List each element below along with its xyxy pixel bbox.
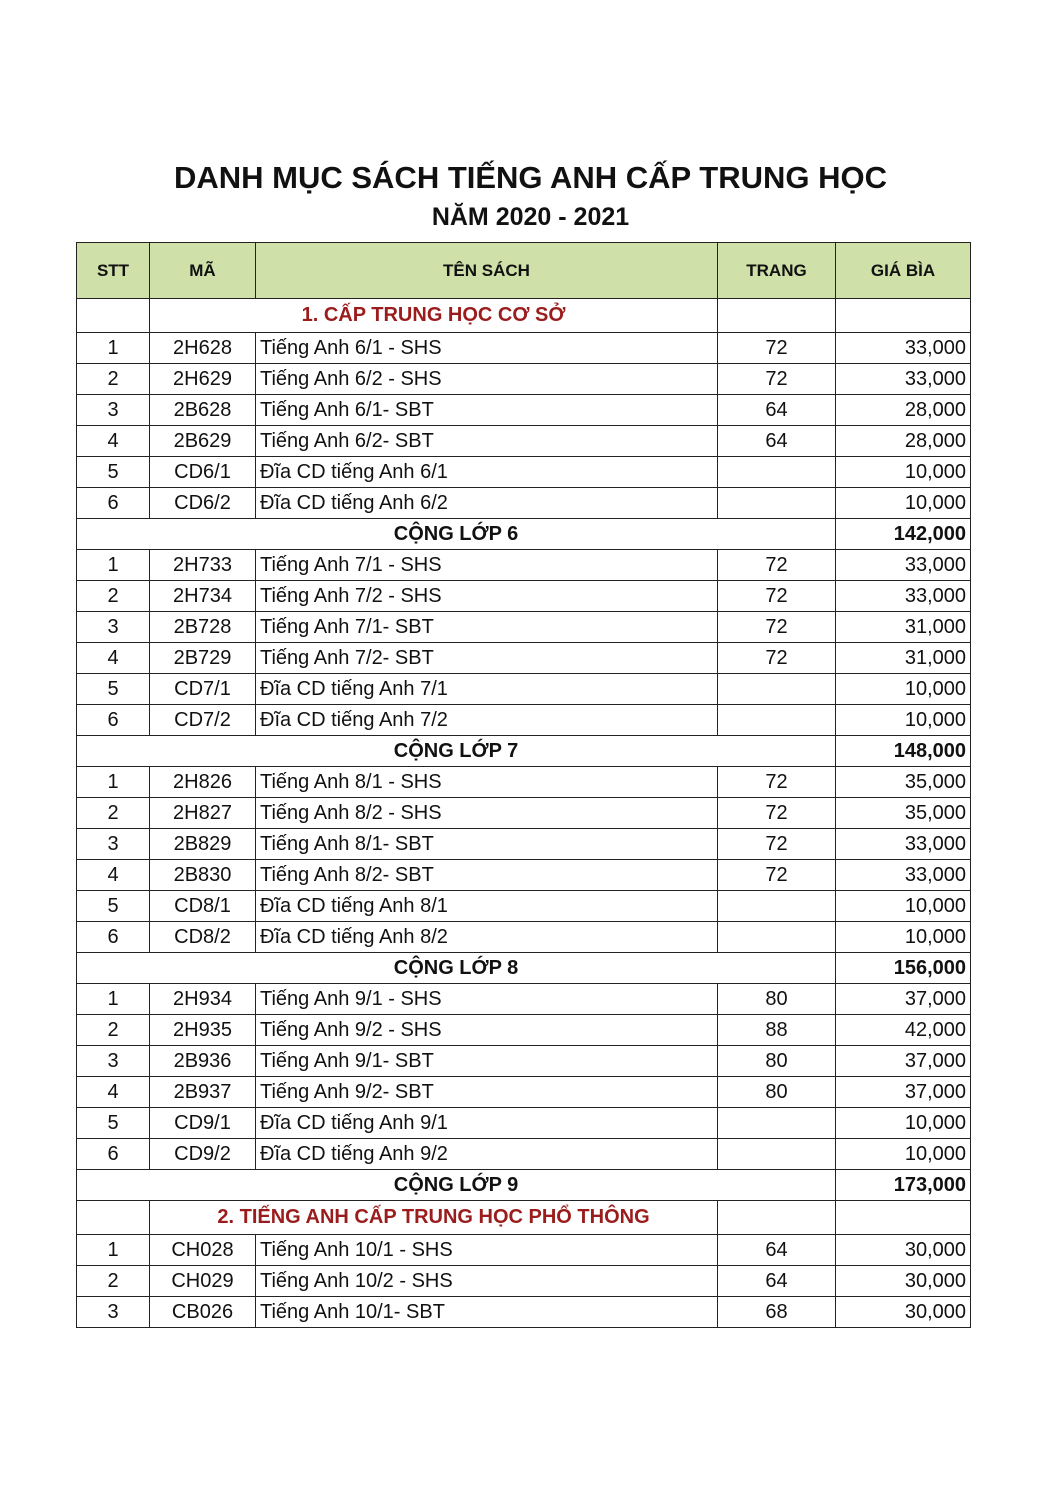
cell-stt: 6 bbox=[77, 705, 150, 736]
table-row bbox=[77, 364, 971, 395]
table-row bbox=[77, 1139, 971, 1170]
cell-stt: 1 bbox=[77, 550, 150, 581]
cell-trang bbox=[718, 1108, 836, 1139]
table-row bbox=[77, 705, 971, 736]
cell-ten-sach: Đĩa CD tiếng Anh 8/2 bbox=[256, 922, 718, 953]
cell-stt: 3 bbox=[77, 395, 150, 426]
section-title: 2. TIẾNG ANH CẤP TRUNG HỌC PHỔ THÔNG bbox=[150, 1201, 718, 1235]
cell-ten-sach: Tiếng Anh 8/1- SBT bbox=[256, 829, 718, 860]
cell-ma: CD9/2 bbox=[150, 1139, 256, 1170]
cell-ma: 2H734 bbox=[150, 581, 256, 612]
cell-ten-sach: Tiếng Anh 8/1 - SHS bbox=[256, 767, 718, 798]
empty-cell bbox=[836, 299, 971, 333]
empty-cell bbox=[718, 1201, 836, 1235]
cell-stt: 5 bbox=[77, 674, 150, 705]
cell-gia-bia: 35,000 bbox=[836, 767, 971, 798]
cell-ma: 2B936 bbox=[150, 1046, 256, 1077]
cell-trang: 72 bbox=[718, 860, 836, 891]
cell-gia-bia: 33,000 bbox=[836, 333, 971, 364]
cell-ten-sach: Tiếng Anh 6/2 - SHS bbox=[256, 364, 718, 395]
cell-trang bbox=[718, 891, 836, 922]
cell-trang: 88 bbox=[718, 1015, 836, 1046]
cell-trang: 72 bbox=[718, 643, 836, 674]
table-row bbox=[77, 674, 971, 705]
subtotal-label: CỘNG LỚP 7 bbox=[77, 736, 836, 767]
cell-trang bbox=[718, 488, 836, 519]
cell-trang bbox=[718, 457, 836, 488]
cell-trang: 64 bbox=[718, 1266, 836, 1297]
cell-gia-bia: 10,000 bbox=[836, 674, 971, 705]
cell-gia-bia: 30,000 bbox=[836, 1235, 971, 1266]
cell-trang: 68 bbox=[718, 1297, 836, 1328]
cell-ma: CD7/2 bbox=[150, 705, 256, 736]
table-row bbox=[77, 1077, 971, 1108]
cell-ma: 2B628 bbox=[150, 395, 256, 426]
cell-stt: 2 bbox=[77, 798, 150, 829]
cell-stt: 1 bbox=[77, 767, 150, 798]
cell-gia-bia: 30,000 bbox=[836, 1266, 971, 1297]
empty-cell bbox=[77, 299, 150, 333]
cell-stt: 4 bbox=[77, 426, 150, 457]
table-row bbox=[77, 457, 971, 488]
section-row bbox=[77, 299, 971, 333]
cell-ten-sach: Tiếng Anh 6/1- SBT bbox=[256, 395, 718, 426]
cell-stt: 1 bbox=[77, 333, 150, 364]
subtotal-label: CỘNG LỚP 6 bbox=[77, 519, 836, 550]
cell-gia-bia: 10,000 bbox=[836, 922, 971, 953]
cell-gia-bia: 42,000 bbox=[836, 1015, 971, 1046]
cell-trang: 64 bbox=[718, 1235, 836, 1266]
cell-ten-sach: Tiếng Anh 7/2 - SHS bbox=[256, 581, 718, 612]
cell-gia-bia: 33,000 bbox=[836, 364, 971, 395]
cell-ma: CD8/2 bbox=[150, 922, 256, 953]
cell-stt: 6 bbox=[77, 1139, 150, 1170]
cell-trang: 80 bbox=[718, 1046, 836, 1077]
cell-trang bbox=[718, 922, 836, 953]
table-row bbox=[77, 488, 971, 519]
table-row bbox=[77, 1108, 971, 1139]
cell-trang: 80 bbox=[718, 1077, 836, 1108]
table-header-row bbox=[77, 243, 971, 299]
cell-gia-bia: 10,000 bbox=[836, 488, 971, 519]
table-row bbox=[77, 426, 971, 457]
cell-stt: 4 bbox=[77, 860, 150, 891]
cell-ma: CB026 bbox=[150, 1297, 256, 1328]
header-ma: MÃ bbox=[150, 243, 256, 299]
cell-ten-sach: Tiếng Anh 6/2- SBT bbox=[256, 426, 718, 457]
cell-ten-sach: Tiếng Anh 6/1 - SHS bbox=[256, 333, 718, 364]
cell-stt: 4 bbox=[77, 1077, 150, 1108]
cell-gia-bia: 35,000 bbox=[836, 798, 971, 829]
cell-ma: 2B728 bbox=[150, 612, 256, 643]
cell-gia-bia: 33,000 bbox=[836, 550, 971, 581]
cell-ma: 2H628 bbox=[150, 333, 256, 364]
table-row bbox=[77, 643, 971, 674]
table-row bbox=[77, 612, 971, 643]
cell-stt: 6 bbox=[77, 922, 150, 953]
header-trang: TRANG bbox=[718, 243, 836, 299]
cell-ten-sach: Đĩa CD tiếng Anh 7/2 bbox=[256, 705, 718, 736]
cell-stt: 5 bbox=[77, 457, 150, 488]
cell-stt: 1 bbox=[77, 1235, 150, 1266]
document-subtitle: NĂM 2020 - 2021 bbox=[431, 203, 630, 231]
table-row bbox=[77, 1046, 971, 1077]
table-row bbox=[77, 767, 971, 798]
subtotal-row bbox=[77, 1170, 971, 1201]
cell-trang bbox=[718, 705, 836, 736]
cell-gia-bia: 37,000 bbox=[836, 1046, 971, 1077]
cell-ma: 2B830 bbox=[150, 860, 256, 891]
cell-gia-bia: 30,000 bbox=[836, 1297, 971, 1328]
cell-ten-sach: Tiếng Anh 9/2- SBT bbox=[256, 1077, 718, 1108]
cell-stt: 1 bbox=[77, 984, 150, 1015]
cell-ten-sach: Tiếng Anh 9/2 - SHS bbox=[256, 1015, 718, 1046]
cell-stt: 3 bbox=[77, 829, 150, 860]
cell-ten-sach: Đĩa CD tiếng Anh 6/2 bbox=[256, 488, 718, 519]
cell-stt: 2 bbox=[77, 1015, 150, 1046]
cell-gia-bia: 10,000 bbox=[836, 705, 971, 736]
empty-cell bbox=[718, 299, 836, 333]
cell-gia-bia: 33,000 bbox=[836, 581, 971, 612]
cell-trang: 72 bbox=[718, 612, 836, 643]
cell-ten-sach: Đĩa CD tiếng Anh 9/1 bbox=[256, 1108, 718, 1139]
cell-ten-sach: Tiếng Anh 7/2- SBT bbox=[256, 643, 718, 674]
cell-gia-bia: 10,000 bbox=[836, 891, 971, 922]
cell-stt: 3 bbox=[77, 1297, 150, 1328]
cell-ma: CD6/1 bbox=[150, 457, 256, 488]
cell-stt: 2 bbox=[77, 364, 150, 395]
cell-gia-bia: 33,000 bbox=[836, 860, 971, 891]
table-row bbox=[77, 922, 971, 953]
cell-ma: 2H827 bbox=[150, 798, 256, 829]
subtotal-value: 156,000 bbox=[836, 953, 971, 984]
cell-ma: 2B729 bbox=[150, 643, 256, 674]
header-stt: STT bbox=[77, 243, 150, 299]
header-gia-bia: GIÁ BÌA bbox=[836, 243, 971, 299]
cell-ten-sach: Tiếng Anh 10/1 - SHS bbox=[256, 1235, 718, 1266]
subtotal-row bbox=[77, 736, 971, 767]
section-title: 1. CẤP TRUNG HỌC CƠ SỞ bbox=[150, 299, 718, 333]
cell-ma: CD9/1 bbox=[150, 1108, 256, 1139]
cell-trang: 72 bbox=[718, 333, 836, 364]
cell-ten-sach: Đĩa CD tiếng Anh 7/1 bbox=[256, 674, 718, 705]
cell-trang: 80 bbox=[718, 984, 836, 1015]
cell-trang: 72 bbox=[718, 581, 836, 612]
table-row bbox=[77, 395, 971, 426]
cell-stt: 4 bbox=[77, 643, 150, 674]
cell-gia-bia: 31,000 bbox=[836, 612, 971, 643]
cell-gia-bia: 10,000 bbox=[836, 457, 971, 488]
cell-ma: CH029 bbox=[150, 1266, 256, 1297]
cell-ten-sach: Tiếng Anh 8/2 - SHS bbox=[256, 798, 718, 829]
table-body bbox=[77, 299, 971, 1328]
cell-stt: 2 bbox=[77, 1266, 150, 1297]
cell-ten-sach: Đĩa CD tiếng Anh 6/1 bbox=[256, 457, 718, 488]
cell-ma: CD6/2 bbox=[150, 488, 256, 519]
table-row bbox=[77, 829, 971, 860]
table-row bbox=[77, 860, 971, 891]
document-title: DANH MỤC SÁCH TIẾNG ANH CẤP TRUNG HỌC bbox=[174, 160, 887, 195]
subtotal-value: 173,000 bbox=[836, 1170, 971, 1201]
table-row bbox=[77, 1297, 971, 1328]
cell-ma: 2B629 bbox=[150, 426, 256, 457]
table-row bbox=[77, 581, 971, 612]
cell-stt: 2 bbox=[77, 581, 150, 612]
cell-ten-sach: Tiếng Anh 10/1- SBT bbox=[256, 1297, 718, 1328]
cell-gia-bia: 10,000 bbox=[836, 1108, 971, 1139]
cell-trang: 72 bbox=[718, 364, 836, 395]
cell-stt: 3 bbox=[77, 1046, 150, 1077]
cell-ma: 2B829 bbox=[150, 829, 256, 860]
subtotal-row bbox=[77, 953, 971, 984]
cell-trang: 72 bbox=[718, 767, 836, 798]
cell-ten-sach: Tiếng Anh 7/1- SBT bbox=[256, 612, 718, 643]
cell-gia-bia: 37,000 bbox=[836, 984, 971, 1015]
cell-ma: 2H826 bbox=[150, 767, 256, 798]
empty-cell bbox=[77, 1201, 150, 1235]
cell-ma: 2H629 bbox=[150, 364, 256, 395]
cell-trang: 72 bbox=[718, 798, 836, 829]
cell-trang: 72 bbox=[718, 550, 836, 581]
cell-ten-sach: Tiếng Anh 8/2- SBT bbox=[256, 860, 718, 891]
section-row bbox=[77, 1201, 971, 1235]
table-row bbox=[77, 984, 971, 1015]
cell-ten-sach: Đĩa CD tiếng Anh 9/2 bbox=[256, 1139, 718, 1170]
cell-gia-bia: 28,000 bbox=[836, 395, 971, 426]
table-row bbox=[77, 891, 971, 922]
cell-ma: 2B937 bbox=[150, 1077, 256, 1108]
subtotal-value: 148,000 bbox=[836, 736, 971, 767]
subtotal-label: CỘNG LỚP 8 bbox=[77, 953, 836, 984]
cell-gia-bia: 10,000 bbox=[836, 1139, 971, 1170]
cell-ma: CD8/1 bbox=[150, 891, 256, 922]
cell-ten-sach: Tiếng Anh 9/1- SBT bbox=[256, 1046, 718, 1077]
cell-gia-bia: 28,000 bbox=[836, 426, 971, 457]
cell-ma: 2H934 bbox=[150, 984, 256, 1015]
empty-cell bbox=[836, 1201, 971, 1235]
cell-stt: 6 bbox=[77, 488, 150, 519]
cell-trang bbox=[718, 1139, 836, 1170]
cell-stt: 3 bbox=[77, 612, 150, 643]
cell-trang: 64 bbox=[718, 395, 836, 426]
table-row bbox=[77, 798, 971, 829]
cell-gia-bia: 37,000 bbox=[836, 1077, 971, 1108]
cell-trang: 72 bbox=[718, 829, 836, 860]
subtotal-label: CỘNG LỚP 9 bbox=[77, 1170, 836, 1201]
cell-stt: 5 bbox=[77, 1108, 150, 1139]
cell-ten-sach: Tiếng Anh 9/1 - SHS bbox=[256, 984, 718, 1015]
table-row bbox=[77, 1235, 971, 1266]
cell-ten-sach: Đĩa CD tiếng Anh 8/1 bbox=[256, 891, 718, 922]
cell-trang: 64 bbox=[718, 426, 836, 457]
cell-ma: CH028 bbox=[150, 1235, 256, 1266]
cell-gia-bia: 31,000 bbox=[836, 643, 971, 674]
cell-trang bbox=[718, 674, 836, 705]
table-row bbox=[77, 1015, 971, 1046]
cell-ma: 2H935 bbox=[150, 1015, 256, 1046]
table-row bbox=[77, 333, 971, 364]
cell-stt: 5 bbox=[77, 891, 150, 922]
header-ten-sach: TÊN SÁCH bbox=[256, 243, 718, 299]
cell-ten-sach: Tiếng Anh 10/2 - SHS bbox=[256, 1266, 718, 1297]
table-row bbox=[77, 550, 971, 581]
cell-ma: CD7/1 bbox=[150, 674, 256, 705]
subtotal-value: 142,000 bbox=[836, 519, 971, 550]
table-row bbox=[77, 1266, 971, 1297]
book-list-table bbox=[76, 242, 971, 1328]
cell-ma: 2H733 bbox=[150, 550, 256, 581]
cell-ten-sach: Tiếng Anh 7/1 - SHS bbox=[256, 550, 718, 581]
subtotal-row bbox=[77, 519, 971, 550]
cell-gia-bia: 33,000 bbox=[836, 829, 971, 860]
